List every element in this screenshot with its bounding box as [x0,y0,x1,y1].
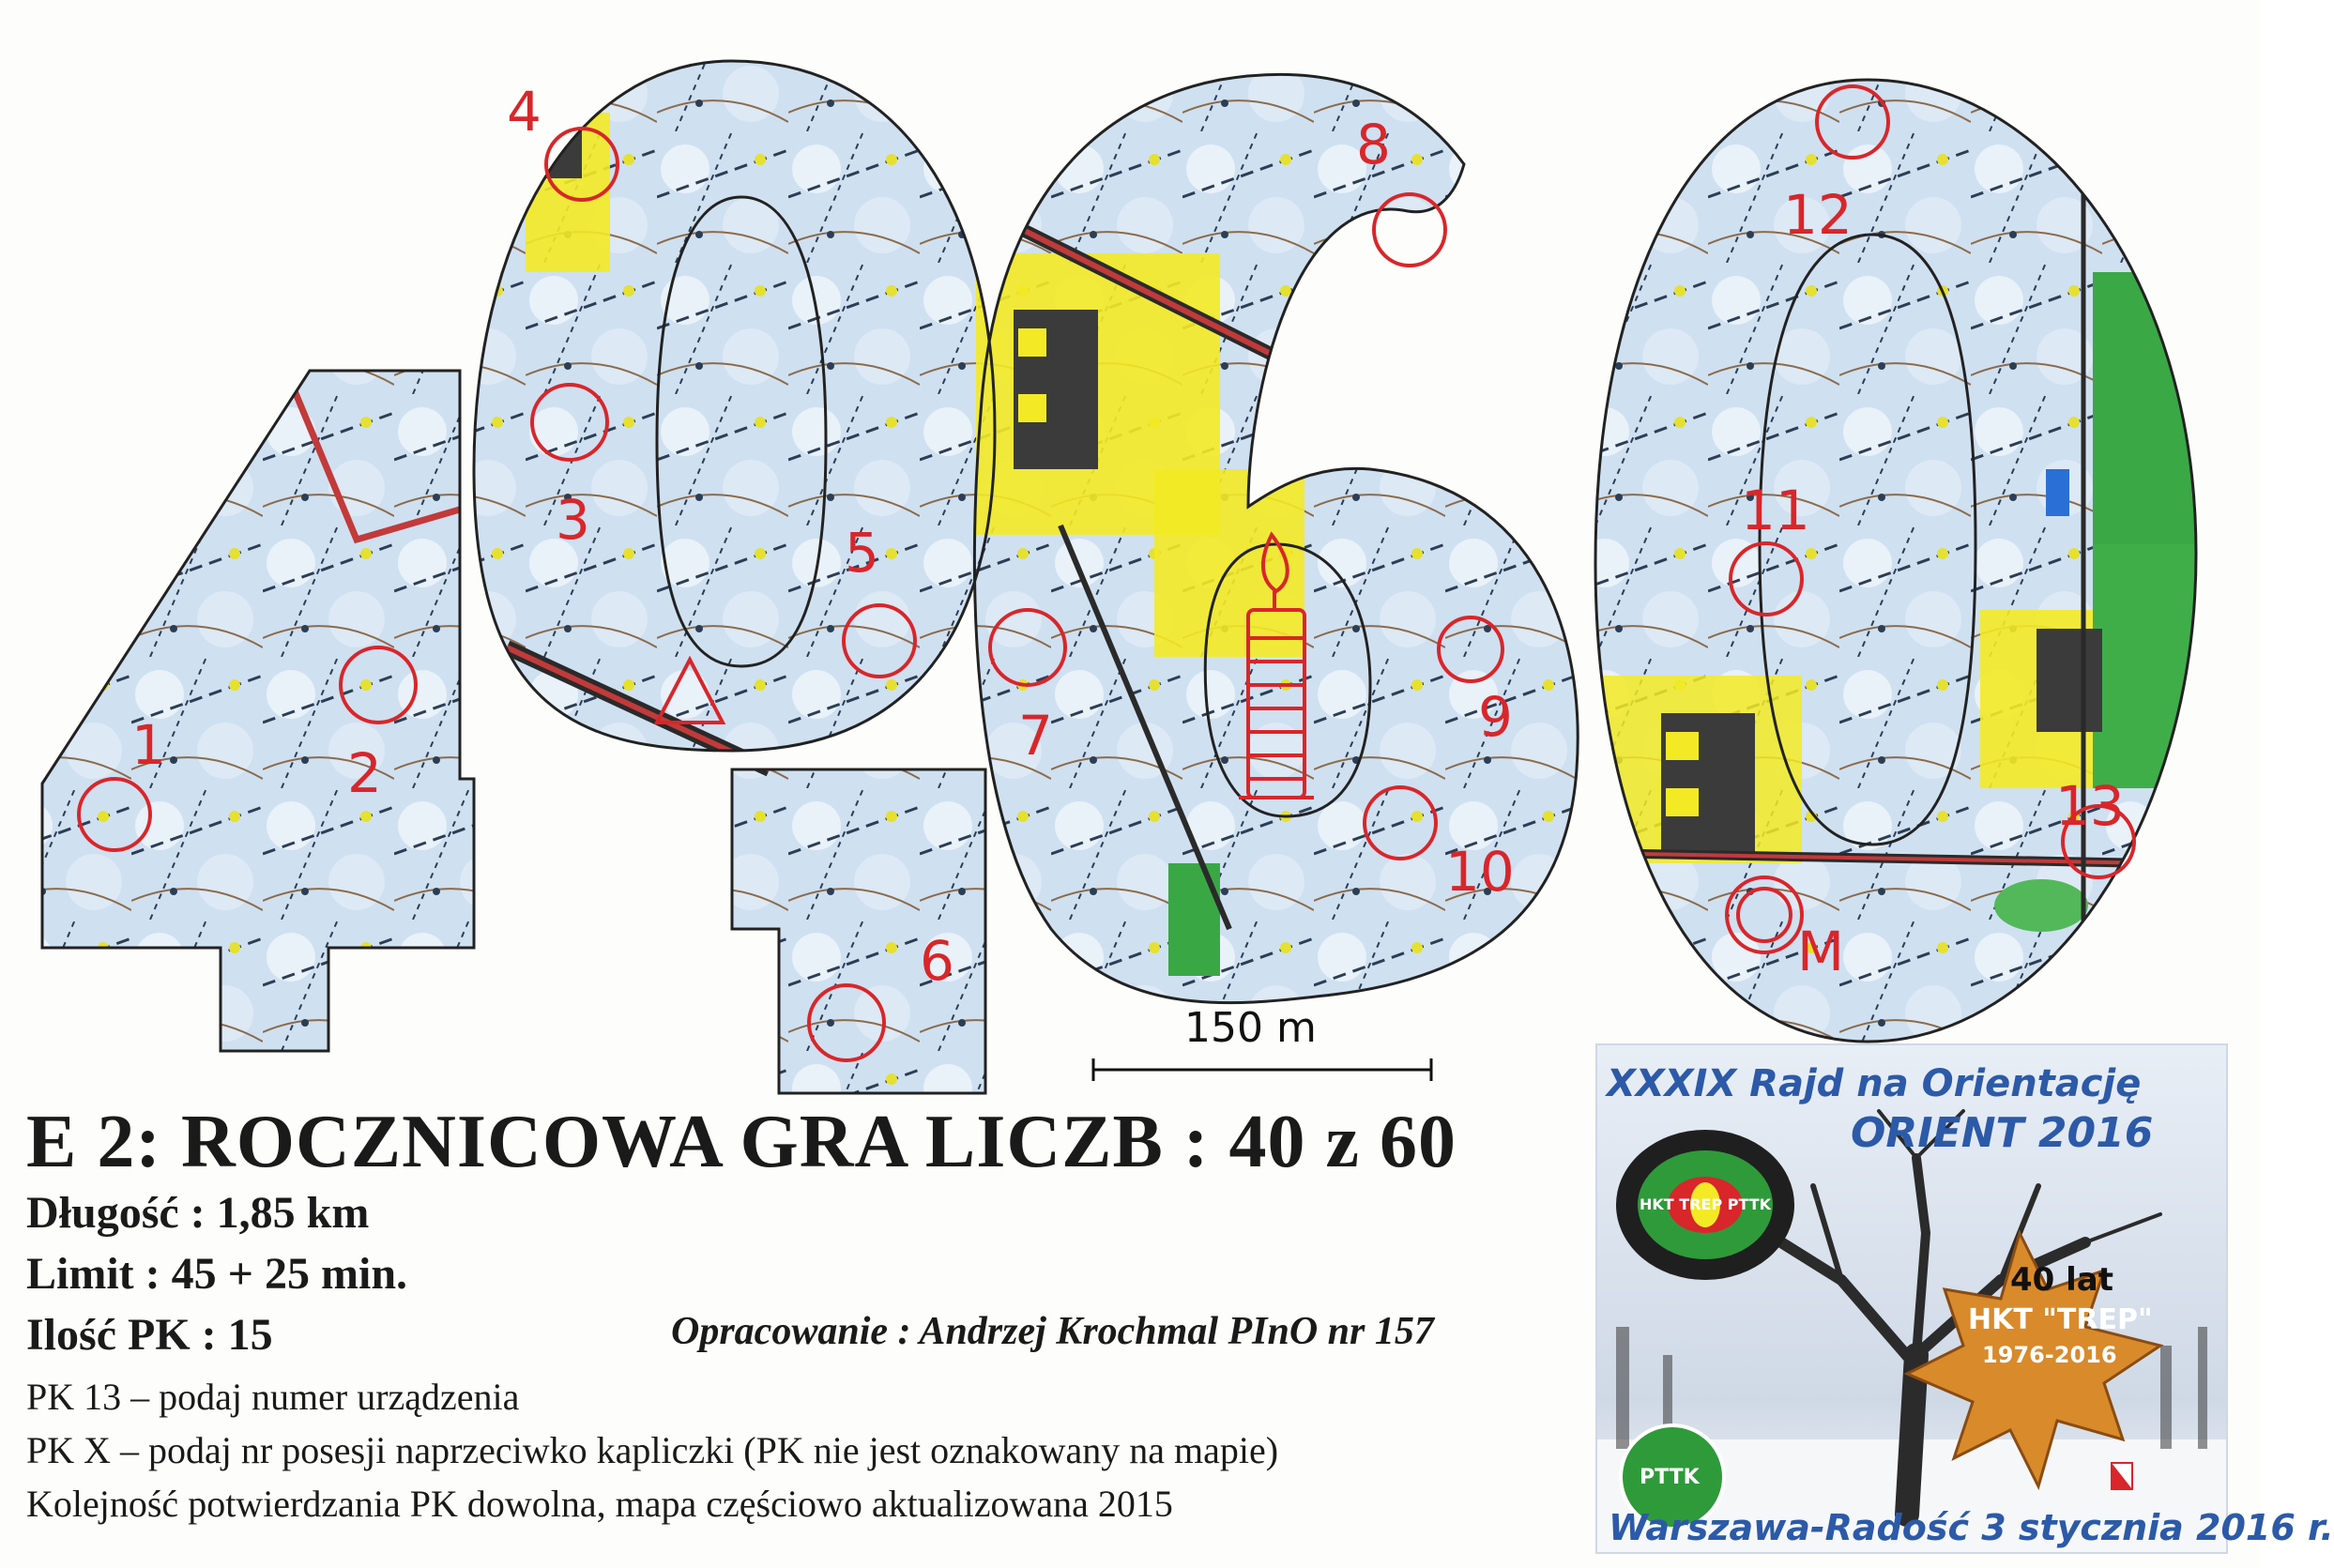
badge-footer: Warszawa-Radość 3 stycznia 2016 r. [1609,1507,2334,1548]
control-label: 4 [507,80,542,144]
time-limit: Limit : 45 + 25 min. [26,1249,408,1299]
control-label: 5 [845,521,879,585]
control-label: 7 [1018,704,1053,768]
badge-title: XXXIX Rajd na Orientację [1607,1062,2142,1105]
control-count: Ilość PK : 15 [26,1310,273,1360]
badge-subtitle: ORIENT 2016 [1851,1109,2154,1157]
leaf-text: HKT "TREP" [1968,1303,2153,1336]
control-label: 12 [1783,183,1853,247]
author-credit: Opracowanie : Andrzej Krochmal PInO nr 157 [671,1310,1434,1353]
control-label: 13 [2055,774,2125,838]
leaf-text: 40 lat [2010,1261,2114,1299]
club-logo: HKT TREP PTTK [1640,1195,1772,1213]
event-badge [1595,1043,2334,1554]
control-label: 1 [131,713,166,777]
pttk-logo: PTTK [1640,1466,1700,1489]
note-line: Kolejność potwierdzania PK dowolna, mapa częściowo aktualizowana 2015 [26,1483,1173,1525]
control-label: 3 [556,488,590,552]
control-label: 6 [920,929,954,993]
control-label: M [1797,920,1845,983]
note-line: PK X – podaj nr posesji naprzeciwko kapliczki (PK nie jest oznakowany na mapie) [26,1429,1279,1471]
control-label: 11 [1741,479,1810,542]
leaf-text: 1976-2016 [1982,1342,2117,1368]
page-title: E 2: ROCZNICOWA GRA LICZB : 40 z 60 [26,1101,1457,1183]
control-label: 9 [1478,685,1513,749]
scale-label: 150 m [1184,1004,1317,1052]
control-label: 10 [1445,840,1515,904]
control-label: 2 [347,741,382,805]
note-line: PK 13 – podaj numer urządzenia [26,1376,520,1418]
control-label: 8 [1356,113,1391,176]
course-length: Długość : 1,85 km [26,1188,370,1238]
